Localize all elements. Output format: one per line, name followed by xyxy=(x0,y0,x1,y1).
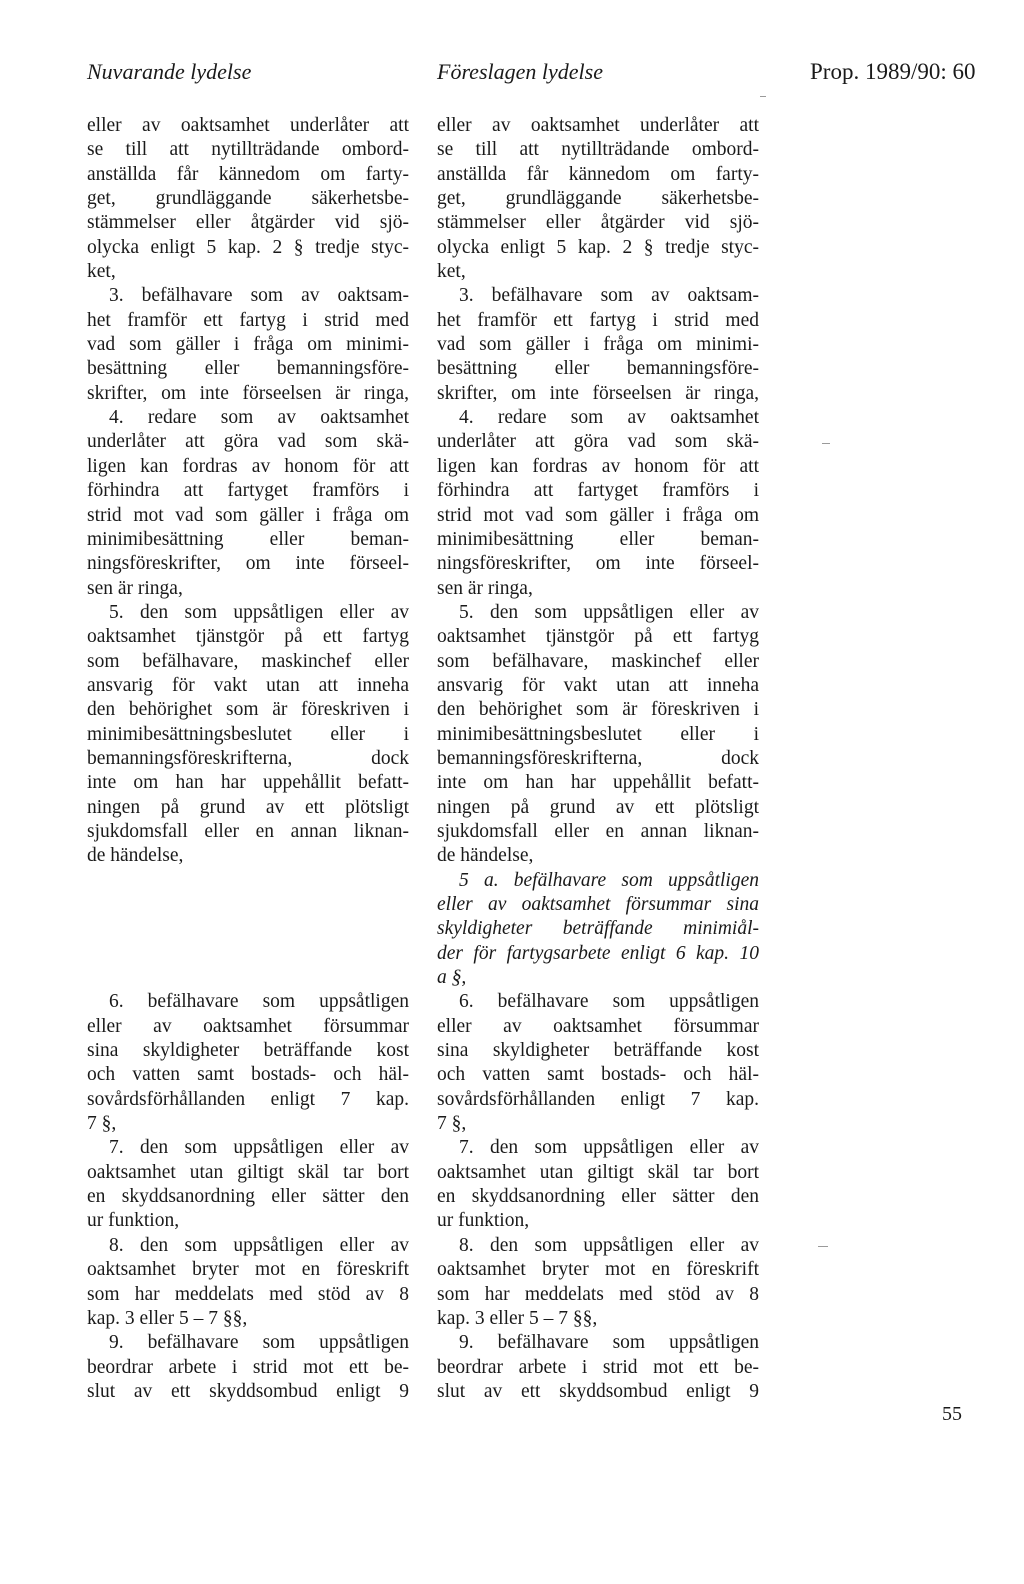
text-line: ningen på grund av ett plötsligt xyxy=(87,796,409,818)
text-line: ur funktion, xyxy=(437,1210,530,1232)
text-line: strid mot vad som gäller i fråga om xyxy=(437,504,759,526)
text-line: beordrar arbete i strid mot ett be- xyxy=(87,1356,409,1378)
page-number: 55 xyxy=(942,1403,962,1425)
text-line: 7 §, xyxy=(87,1113,117,1135)
text-line: sina skyldigheter beträffande kost xyxy=(437,1040,759,1062)
text-line: kap. 3 eller 5 – 7 §§, xyxy=(437,1307,598,1329)
text-line: och vatten samt bostads- och häl- xyxy=(437,1064,759,1086)
text-line: get, grundläggande säkerhetsbe- xyxy=(87,188,409,210)
text-line: der för fartygsarbete enligt 6 kap. 10 xyxy=(437,942,759,964)
text-line: stämmelser eller åtgärder vid sjö- xyxy=(87,212,409,234)
text-line: ningsföreskrifter, om inte förseel- xyxy=(437,553,759,575)
text-line: olycka enligt 5 kap. 2 § tredje styc- xyxy=(437,236,759,258)
text-line: oaktsamhet utan giltigt skäl tar bort xyxy=(87,1161,409,1183)
text-line: ningsföreskrifter, om inte förseel- xyxy=(87,553,409,575)
text-line: ket, xyxy=(87,261,116,283)
blank-line xyxy=(87,917,409,941)
text-line: anställda får kännedom om farty- xyxy=(87,163,409,185)
text-line: bemanningsföreskrifterna, dock xyxy=(87,747,409,769)
text-line: 6. befälhavare som uppsåtligen xyxy=(459,991,759,1013)
blank-line xyxy=(87,942,409,966)
text-line: strid mot vad som gäller i fråga om xyxy=(87,504,409,526)
text-line: 3. befälhavare som av oaktsam- xyxy=(109,285,409,307)
text-line: de händelse, xyxy=(87,845,184,867)
blank-line xyxy=(87,869,409,893)
text-line: minimibesättning eller beman- xyxy=(437,528,759,550)
text-line: minimibesättningsbeslutet eller i xyxy=(87,723,409,745)
text-line: 7. den som uppsåtligen eller av xyxy=(109,1137,409,1159)
text-line: stämmelser eller åtgärder vid sjö- xyxy=(437,212,759,234)
margin-mark xyxy=(760,96,766,97)
text-line: ansvarig för vakt utan att inneha xyxy=(437,674,759,696)
current-wording-column xyxy=(87,114,409,1404)
text-line: en skyddsanordning eller sätter den xyxy=(87,1186,409,1208)
text-line: 5. den som uppsåtligen eller av xyxy=(109,601,409,623)
text-line: beordrar arbete i strid mot ett be- xyxy=(437,1356,759,1378)
text-line: 6. befälhavare som uppsåtligen xyxy=(109,991,409,1013)
text-line: bemanningsföreskrifterna, dock xyxy=(437,747,759,769)
text-line: get, grundläggande säkerhetsbe- xyxy=(437,188,759,210)
text-line: 7. den som uppsåtligen eller av xyxy=(459,1137,759,1159)
text-line: sovårdsförhållanden enligt 7 kap. xyxy=(437,1088,759,1110)
margin-mark xyxy=(822,443,830,444)
text-line: oaktsamhet tjänstgör på ett fartyg xyxy=(87,626,409,648)
header-proposed-wording: Föreslagen lydelse xyxy=(437,59,603,84)
text-line: minimibesättningsbeslutet eller i xyxy=(437,723,759,745)
text-line: se till att nytillträdande ombord- xyxy=(87,139,409,161)
text-line: som befälhavare, maskinchef eller xyxy=(437,650,759,672)
text-line: 9. befälhavare som uppsåtligen xyxy=(459,1332,759,1354)
text-line: het framför ett fartyg i strid med xyxy=(87,309,409,331)
text-line: slut av ett skyddsombud enligt 9 xyxy=(87,1380,409,1402)
text-line: ket, xyxy=(437,261,466,283)
text-line: som har meddelats med stöd av 8 xyxy=(87,1283,409,1305)
text-line: 5. den som uppsåtligen eller av xyxy=(459,601,759,623)
text-line: som har meddelats med stöd av 8 xyxy=(437,1283,759,1305)
text-line: 4. redare som av oaktsamhet xyxy=(459,407,759,429)
text-line: minimibesättning eller beman- xyxy=(87,528,409,550)
text-line: ansvarig för vakt utan att inneha xyxy=(87,674,409,696)
text-line: skrifter, om inte förseelsen är ringa, xyxy=(437,382,759,404)
text-line: vad som gäller i fråga om minimi- xyxy=(87,334,409,356)
text-line: 9. befälhavare som uppsåtligen xyxy=(109,1332,409,1354)
text-line: eller av oaktsamhet försummar xyxy=(437,1015,759,1037)
header-proposition-number: Prop. 1989/90: 60 xyxy=(810,59,976,84)
text-line: förhindra att fartyget framförs i xyxy=(437,480,759,502)
text-line: ligen kan fordras av honom för att xyxy=(437,455,759,477)
text-line: den behörighet som är föreskriven i xyxy=(437,699,759,721)
header-current-wording: Nuvarande lydelse xyxy=(87,59,252,84)
text-line: 5 a. befälhavare som uppsåtligen xyxy=(459,869,759,891)
text-line: 8. den som uppsåtligen eller av xyxy=(109,1234,409,1256)
text-line: 7 §, xyxy=(437,1113,467,1135)
text-line: sen är ringa, xyxy=(87,577,183,599)
text-line: eller av oaktsamhet försummar sina xyxy=(437,894,759,915)
text-line: 8. den som uppsåtligen eller av xyxy=(459,1234,759,1256)
text-line: sjukdomsfall eller en annan liknan- xyxy=(437,820,759,842)
text-line: eller av oaktsamhet underlåter att xyxy=(87,115,409,136)
text-line: se till att nytillträdande ombord- xyxy=(437,139,759,161)
proposed-wording-column xyxy=(437,114,759,1404)
text-line: sjukdomsfall eller en annan liknan- xyxy=(87,820,409,842)
text-line: anställda får kännedom om farty- xyxy=(437,163,759,185)
text-line: oaktsamhet bryter mot en föreskrift xyxy=(87,1259,409,1281)
text-line: oaktsamhet tjänstgör på ett fartyg xyxy=(437,626,759,648)
text-line: sina skyldigheter beträffande kost xyxy=(87,1040,409,1062)
text-line: en skyddsanordning eller sätter den xyxy=(437,1186,759,1208)
text-line: den behörighet som är föreskriven i xyxy=(87,699,409,721)
text-line: sovårdsförhållanden enligt 7 kap. xyxy=(87,1088,409,1110)
text-line: oaktsamhet utan giltigt skäl tar bort xyxy=(437,1161,759,1183)
text-line: de händelse, xyxy=(437,845,534,867)
blank-line xyxy=(87,893,409,917)
text-line: besättning eller bemanningsföre- xyxy=(87,358,409,380)
text-line: underlåter att göra vad som skä- xyxy=(87,431,409,453)
text-line: underlåter att göra vad som skä- xyxy=(437,431,759,453)
text-line: ningen på grund av ett plötsligt xyxy=(437,796,759,818)
text-line: eller av oaktsamhet underlåter att xyxy=(437,115,759,136)
text-line: eller av oaktsamhet försummar xyxy=(87,1015,409,1037)
text-line: olycka enligt 5 kap. 2 § tredje styc- xyxy=(87,236,409,258)
text-line: ligen kan fordras av honom för att xyxy=(87,455,409,477)
text-line: skrifter, om inte förseelsen är ringa, xyxy=(87,382,409,404)
text-line: 4. redare som av oaktsamhet xyxy=(109,407,409,429)
text-line: skyldigheter beträffande minimiål- xyxy=(437,918,759,940)
text-line: inte om han har uppehållit befatt- xyxy=(87,772,409,794)
text-line: kap. 3 eller 5 – 7 §§, xyxy=(87,1307,248,1329)
text-line: förhindra att fartyget framförs i xyxy=(87,480,409,502)
text-line: ur funktion, xyxy=(87,1210,180,1232)
text-line: och vatten samt bostads- och häl- xyxy=(87,1064,409,1086)
text-line: besättning eller bemanningsföre- xyxy=(437,358,759,380)
margin-mark xyxy=(818,1246,828,1247)
text-line: vad som gäller i fråga om minimi- xyxy=(437,334,759,356)
text-line: 3. befälhavare som av oaktsam- xyxy=(459,285,759,307)
text-line: sen är ringa, xyxy=(437,577,533,599)
text-line: a §, xyxy=(437,967,467,989)
text-line: inte om han har uppehållit befatt- xyxy=(437,772,759,794)
text-line: het framför ett fartyg i strid med xyxy=(437,309,759,331)
text-line: som befälhavare, maskinchef eller xyxy=(87,650,409,672)
text-line: oaktsamhet bryter mot en föreskrift xyxy=(437,1259,759,1281)
blank-line xyxy=(87,966,409,990)
text-line: slut av ett skyddsombud enligt 9 xyxy=(437,1380,759,1402)
